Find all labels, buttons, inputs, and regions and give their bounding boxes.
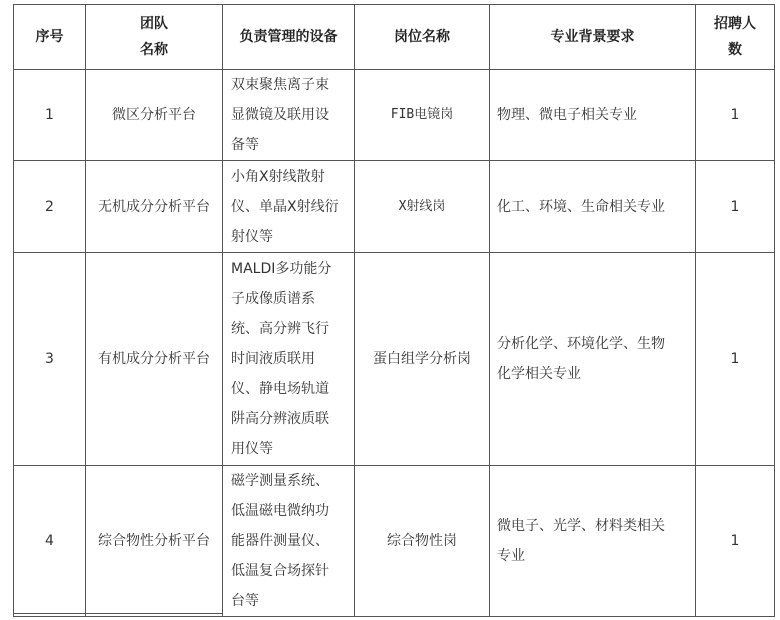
header-team: 团队 名称 (86, 5, 223, 70)
cell-team: 微区分析平台 (86, 70, 223, 161)
cell-count: 1 (696, 70, 775, 161)
table-row (14, 161, 775, 253)
header-equipment: 负责管理的设备 (223, 5, 355, 70)
cell-seq: 2 (14, 161, 86, 253)
cell-team: 有机成分分析平台 (86, 253, 223, 466)
footnote-rule (13, 613, 223, 614)
cell-position: FIB电镜岗 (355, 70, 490, 161)
cell-team: 综合物性分析平台 (86, 466, 223, 617)
header-background: 专业背景要求 (490, 5, 696, 70)
cell-equipment: 小角X射线散射 仪、单晶X射线衍 射仪等 (223, 161, 355, 253)
header-seq: 序号 (14, 5, 86, 70)
cell-count: 1 (696, 466, 775, 617)
header-count: 招聘人 数 (696, 5, 775, 70)
cell-equipment: 双束聚焦离子束 显微镜及联用设 备等 (223, 70, 355, 161)
table-row (14, 70, 775, 161)
cell-count: 1 (696, 161, 775, 253)
cell-seq: 4 (14, 466, 86, 617)
cell-team: 无机成分分析平台 (86, 161, 223, 253)
cell-equipment: MALDI多功能分 子成像质谱系 统、高分辨飞行 时间液质联用 仪、静电场轨道 阱高分辨液质联 用仪等 (223, 253, 355, 466)
cell-background: 物理、微电子相关专业 (490, 70, 696, 161)
cell-count: 1 (696, 253, 775, 466)
cell-background: 微电子、光学、材料类相关 专业 (490, 466, 696, 617)
header-row (14, 5, 775, 70)
cell-seq: 3 (14, 253, 86, 466)
cell-background: 化工、环境、生命相关专业 (490, 161, 696, 253)
table-row (14, 466, 775, 617)
cell-equipment: 磁学测量系统、 低温磁电微纳功 能器件测量仪、 低温复合场探针 台等 (223, 466, 355, 617)
cell-position: X射线岗 (355, 161, 490, 253)
cell-seq: 1 (14, 70, 86, 161)
recruitment-table (13, 4, 775, 617)
table-row (14, 253, 775, 466)
cell-position: 蛋白组学分析岗 (355, 253, 490, 466)
header-position: 岗位名称 (355, 5, 490, 70)
cell-position: 综合物性岗 (355, 466, 490, 617)
cell-background: 分析化学、环境化学、生物 化学相关专业 (490, 253, 696, 466)
